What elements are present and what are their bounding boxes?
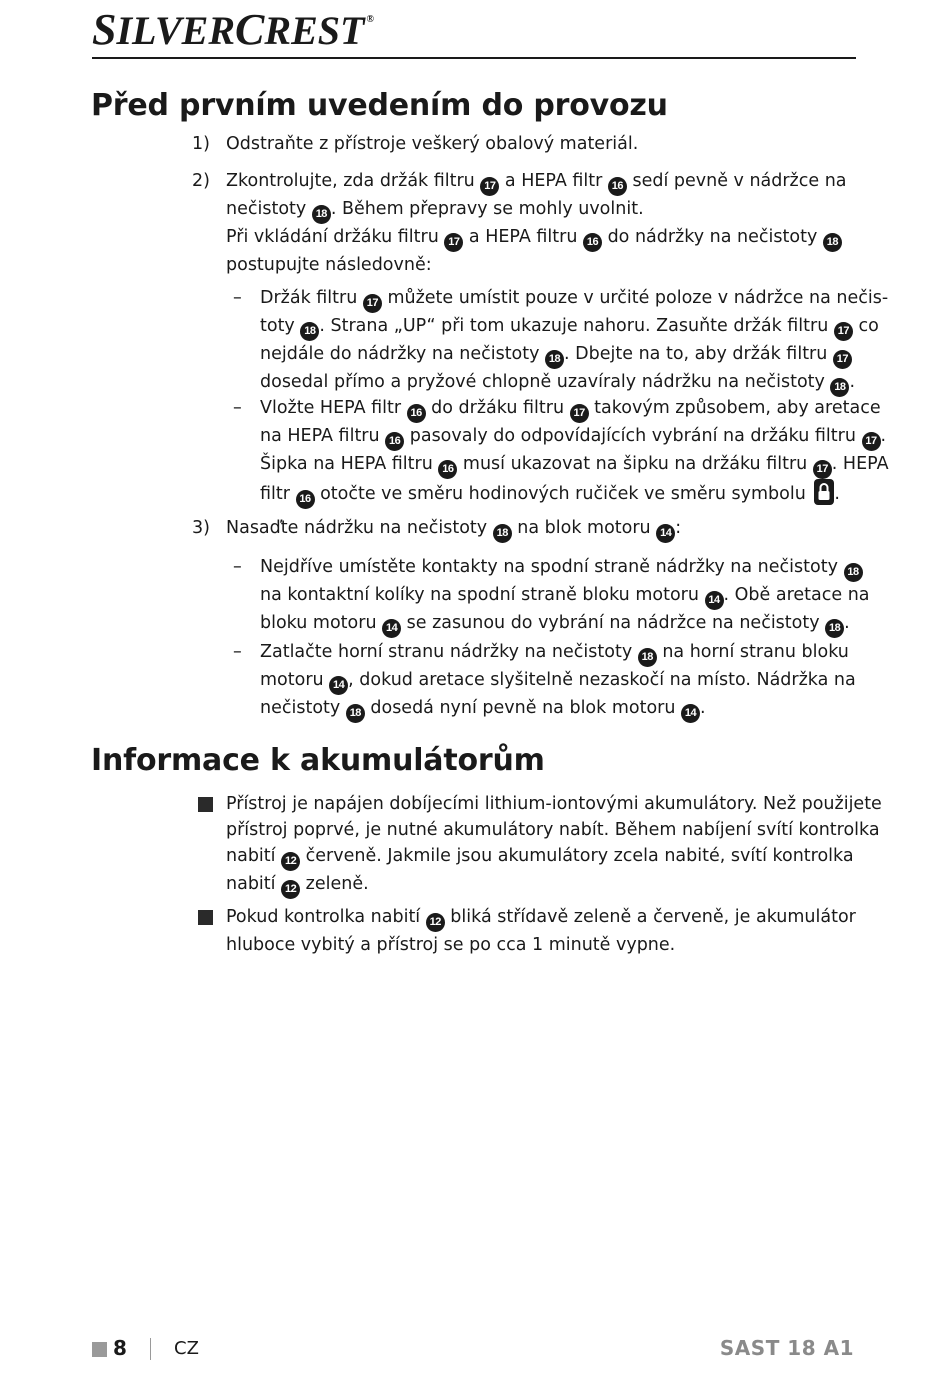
- text-run: Šipka na HEPA filtru: [260, 454, 439, 474]
- dash-mark: –: [233, 398, 242, 418]
- callout-12: 12: [281, 880, 300, 899]
- callout-14: 14: [329, 676, 348, 695]
- callout-18: 18: [545, 350, 564, 369]
- text-run: a HEPA filtr: [499, 171, 608, 191]
- text-run: na blok motoru: [511, 518, 657, 538]
- text-run: filtr: [260, 484, 296, 504]
- section-title-batteries: Informace k akumulátorům: [91, 743, 545, 778]
- text-run: na horní stranu bloku: [656, 642, 849, 662]
- step-2: [192, 168, 862, 278]
- callout-16: 16: [407, 404, 426, 423]
- text-run: .: [880, 426, 887, 446]
- bullet-item-charging: [198, 791, 882, 899]
- bullet-square-icon: [198, 797, 213, 812]
- text-run: . Obě aretace na: [723, 585, 870, 605]
- callout-16: 16: [583, 233, 602, 252]
- callout-18: 18: [300, 322, 319, 341]
- step-number: 3): [192, 518, 210, 538]
- brand-letter-s: S: [92, 5, 117, 54]
- page-footer: [0, 1334, 950, 1364]
- text-run: na kontaktní kolíky na spodní straně bloku motoru: [260, 585, 705, 605]
- callout-12: 12: [281, 852, 300, 871]
- text-run: do držáku filtru: [425, 398, 570, 418]
- page-number: 8: [113, 1336, 127, 1360]
- brand-part-rest: REST: [264, 8, 365, 53]
- dash-item-contacts: [233, 554, 873, 638]
- text-run: zeleně.: [300, 874, 369, 894]
- dash-mark: –: [233, 557, 242, 577]
- callout-17: 17: [862, 432, 881, 451]
- callout-17: 17: [570, 404, 589, 423]
- callout-17: 17: [480, 177, 499, 196]
- callout-18: 18: [638, 648, 657, 667]
- callout-17: 17: [444, 233, 463, 252]
- brand-logo: [92, 4, 374, 55]
- callout-18: 18: [493, 524, 512, 543]
- lock-symbol-icon: [814, 479, 834, 513]
- text-run: .: [700, 698, 706, 718]
- text-run: .: [834, 484, 840, 504]
- text-run: .: [844, 613, 850, 633]
- text-run: můžete umístit pouze v určité poloze v nádržce na nečis-: [381, 288, 889, 308]
- dash-item-hepa-filter: [233, 395, 889, 513]
- text-run: do nádržky na nečistoty: [602, 227, 823, 247]
- callout-16: 16: [438, 460, 457, 479]
- callout-17: 17: [363, 294, 382, 313]
- text-run: Zkontrolujte, zda držák filtru: [226, 171, 481, 191]
- callout-14: 14: [681, 704, 700, 723]
- text-run: a HEPA filtru: [463, 227, 583, 247]
- text-run: pasovaly do odpovídajících vybrání na držáku filtru: [404, 426, 862, 446]
- text-run: . HEPA: [831, 454, 889, 474]
- text-run: Při vkládání držáku filtru: [226, 227, 445, 247]
- bullet-square-icon: [198, 910, 213, 925]
- text-run: bloku motoru: [260, 613, 383, 633]
- callout-12: 12: [426, 913, 445, 932]
- text-run: červeně. Jakmile jsou akumulátory zcela nabité, svítí kontrolka: [300, 846, 854, 866]
- step-3: [192, 515, 862, 543]
- callout-18: 18: [312, 205, 331, 224]
- step-number: 1): [192, 134, 210, 154]
- text-run: co: [852, 316, 879, 336]
- callout-14: 14: [656, 524, 675, 543]
- text-run: nejdále do nádržky na nečistoty: [260, 344, 546, 364]
- text-run: nečistoty: [260, 698, 346, 718]
- text-run: Vložte HEPA filtr: [260, 398, 407, 418]
- dash-item-filter-holder: [233, 285, 889, 397]
- callout-18: 18: [825, 619, 844, 638]
- text-run: otočte ve směru hodinových ručiček ve směru symbolu: [314, 484, 812, 504]
- text-run: musí ukazovat na šipku na držáku filtru: [457, 454, 813, 474]
- text-run: se zasunou do vybrání na nádržce na nečistoty: [401, 613, 826, 633]
- text-run: Držák filtru: [260, 288, 363, 308]
- footer-divider: [150, 1338, 151, 1360]
- step-number: 2): [192, 171, 210, 191]
- text-run: hluboce vybitý a přístroj se po cca 1 minutě vypne.: [226, 935, 676, 955]
- model-number: SAST 18 A1: [719, 1336, 854, 1360]
- text-run: . Během přepravy se mohly uvolnit.: [330, 199, 644, 219]
- text-run: Nejdříve umístěte kontakty na spodní straně nádržky na nečistoty: [260, 557, 844, 577]
- text-run: :: [675, 518, 682, 538]
- callout-17: 17: [813, 460, 832, 479]
- callout-18: 18: [346, 704, 365, 723]
- callout-17: 17: [834, 322, 853, 341]
- text-run: nabití: [226, 846, 282, 866]
- text-run: , dokud aretace slyšitelně nezaskočí na místo. Nádržka na: [348, 670, 856, 690]
- bullet-item-deep-discharge: [198, 904, 858, 958]
- header-rule: [92, 57, 856, 59]
- text-run: nabití: [226, 874, 282, 894]
- language-code: CZ: [174, 1338, 199, 1359]
- text-run: sedí pevně v nádržce na: [626, 171, 847, 191]
- callout-16: 16: [296, 490, 315, 509]
- text-run: přístroj poprvé, je nutné akumulátory nabít. Během nabíjení svítí kontrolka: [226, 820, 880, 840]
- text-run: .: [849, 372, 856, 392]
- dash-item-push-top: [233, 639, 873, 723]
- text-run: Přístroj je napájen dobíjecími lithium-iontovými akumulátory. Než použijete: [226, 794, 882, 814]
- callout-18: 18: [830, 378, 849, 397]
- text-run: na HEPA filtru: [260, 426, 386, 446]
- text-run: takovým způsobem, aby aretace: [588, 398, 881, 418]
- text-run: . Strana „UP“ při tom ukazuje nahoru. Zasuňte držák filtru: [319, 316, 834, 336]
- brand-part-ilver: ILVER: [116, 8, 236, 53]
- step-1: [192, 131, 862, 157]
- text-run: postupujte následovně:: [226, 255, 432, 275]
- dash-mark: –: [233, 642, 242, 662]
- callout-16: 16: [385, 432, 404, 451]
- text-run: Zatlačte horní stranu nádržky na nečistoty: [260, 642, 638, 662]
- text-run: dosedal přímo a pryžové chlopně uzavíraly nádržku na nečistoty: [260, 372, 831, 392]
- text-run: bliká střídavě zeleně a červeně, je akumulátor: [444, 907, 856, 927]
- callout-16: 16: [608, 177, 627, 196]
- step-text: Odstraňte z přístroje veškerý obalový materiál.: [226, 134, 639, 154]
- callout-17: 17: [833, 350, 852, 369]
- dash-mark: –: [233, 288, 242, 308]
- text-run: dosedá nyní pevně na blok motoru: [364, 698, 682, 718]
- callout-18: 18: [823, 233, 842, 252]
- text-run: nečistoty: [226, 199, 312, 219]
- callout-18: 18: [844, 563, 863, 582]
- text-run: Nasaďte nádržku na nečistoty: [226, 518, 493, 538]
- footer-square-icon: [92, 1342, 107, 1357]
- text-run: toty: [260, 316, 301, 336]
- callout-14: 14: [705, 591, 724, 610]
- text-run: motoru: [260, 670, 330, 690]
- section-title-first-use: Před prvním uvedením do provozu: [91, 88, 668, 123]
- brand-letter-c: C: [235, 5, 265, 54]
- text-run: Pokud kontrolka nabití: [226, 907, 426, 927]
- callout-14: 14: [382, 619, 401, 638]
- registered-mark: ®: [366, 14, 374, 25]
- text-run: . Dbejte na to, aby držák filtru: [564, 344, 833, 364]
